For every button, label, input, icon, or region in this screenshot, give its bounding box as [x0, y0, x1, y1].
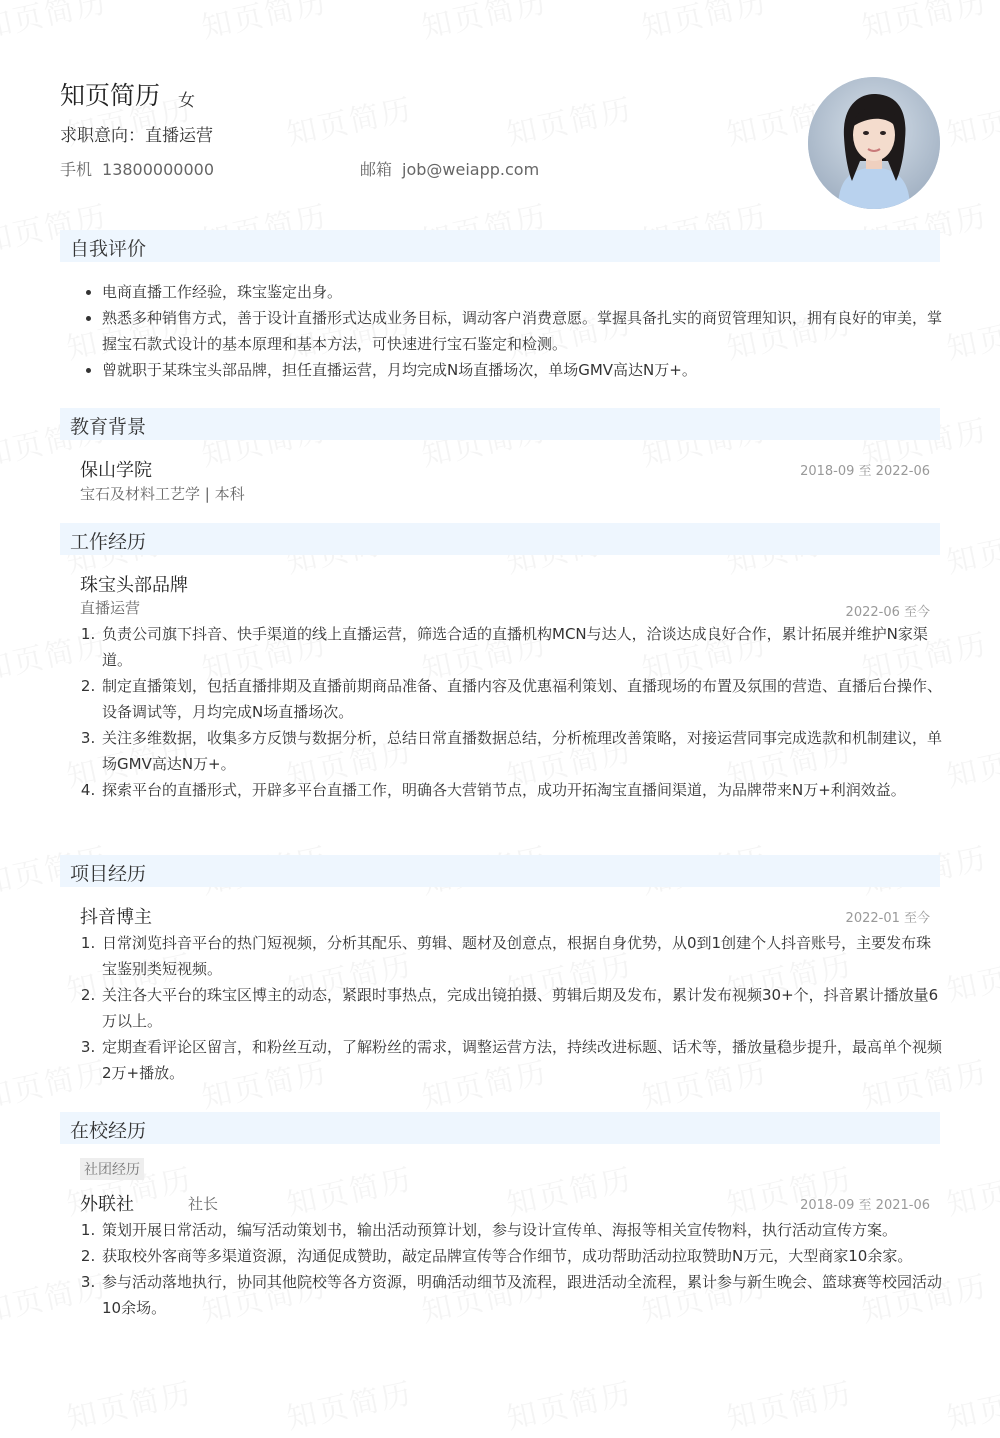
club-activities-list	[82, 1217, 945, 1321]
job-intent-label: 求职意向：	[60, 126, 145, 146]
phone-info	[60, 157, 214, 180]
club-name: 外联社	[80, 1194, 134, 1215]
candidate-gender: 女	[178, 91, 195, 111]
club-activity-item: 3. 参与活动落地执行，协同其他院校等各方资源，明确活动细节及流程，跟进活动全流程，累计参与新生晚会、篮球赛等校园活动10余场。	[100, 1269, 945, 1321]
major-degree: 宝石及材料工艺学 | 本科	[80, 485, 245, 503]
section-title: 项目经历	[70, 863, 147, 885]
job-intent-value: 直播运营	[145, 126, 213, 146]
watermark-text	[942, 298, 1000, 368]
club-role: 社长	[188, 1195, 219, 1213]
section-header-education	[60, 408, 940, 440]
section-header-self-eval	[60, 230, 940, 262]
phone-label: 手机	[60, 160, 93, 179]
self-eval-list	[84, 279, 944, 383]
self-eval-item: • 电商直播工作经验，珠宝鉴定出身。	[102, 279, 944, 305]
project-detail-item: 2. 关注各大平台的珠宝区博主的动态，紧跟时事热点，完成出镜拍摄、剪辑后期及发布，累计发布视频30+个，抖音累计播放量6万以上。	[100, 982, 945, 1034]
watermark-text	[942, 940, 1000, 1010]
watermark-text	[942, 1154, 1000, 1224]
work-duty-item: 4. 探索平台的直播形式，开辟多平台直播工作，明确各大营销节点，成功开拓淘宝直播间渠道，为品牌带来N万+利润效益。	[100, 777, 945, 803]
project-detail-item: 1. 日常浏览抖音平台的热门短视频，分析其配乐、剪辑、题材及创意点，根据自身优势，从0到1创建个人抖音账号，主要发布珠宝鉴别类短视频。	[100, 930, 945, 982]
section-header-project	[60, 855, 940, 887]
self-eval-item: • 曾就职于某珠宝头部品牌，担任直播运营，月均完成N场直播场次，单场GMV高达N万+。	[102, 357, 944, 383]
work-duty-item: 3. 关注多维数据，收集多方反馈与数据分析，总结日常直播数据总结，分析梳理改善策略，对接运营同事完成选款和机制建议，单场GMV高达N万+。	[100, 725, 945, 777]
watermark-text	[942, 512, 1000, 582]
project-details-list	[82, 930, 945, 1086]
company-name: 珠宝头部品牌	[80, 575, 188, 596]
watermark-text	[942, 726, 1000, 796]
club-date: 2018-09 至 2021-06	[800, 1198, 930, 1213]
work-date: 2022-06 至今	[845, 605, 930, 620]
project-date: 2022-01 至今	[845, 911, 930, 926]
club-activity-item: 1. 策划开展日常活动，编写活动策划书，输出活动预算计划，参与设计宣传单、海报等相关宣传物料，执行活动宣传方案。	[100, 1217, 945, 1243]
work-role: 直播运营	[80, 599, 141, 617]
email-value: job@weiapp.com	[402, 160, 540, 179]
work-duty-item: 1. 负责公司旗下抖音、快手渠道的线上直播运营，筛选合适的直播机构MCN与达人，洽谈达成良好合作，累计拓展并维护N家渠道。	[100, 621, 945, 673]
avatar	[808, 77, 940, 209]
phone-value: 13800000000	[102, 160, 214, 179]
watermark-text	[942, 1368, 1000, 1438]
section-header-campus	[60, 1112, 940, 1144]
candidate-name: 知页简历	[60, 81, 161, 110]
section-title: 工作经历	[70, 531, 147, 553]
job-intent	[60, 121, 213, 146]
email-info	[360, 157, 539, 180]
section-title: 自我评价	[70, 238, 147, 260]
project-detail-item: 3. 定期查看评论区留言，和粉丝互动，了解粉丝的需求，调整运营方法，持续改进标题、话术等，播放量稳步提升，最高单个视频2万+播放。	[100, 1034, 945, 1086]
school-name: 保山学院	[80, 460, 152, 481]
education-date: 2018-09 至 2022-06	[800, 464, 930, 479]
project-name: 抖音博主	[80, 907, 152, 928]
section-title: 教育背景	[70, 416, 147, 438]
club-activity-item: 2. 获取校外客商等多渠道资源，沟通促成赞助，敲定品牌宣传等合作细节，成功帮助活动拉取赞助N万元，大型商家10余家。	[100, 1243, 945, 1269]
self-eval-item: • 熟悉多种销售方式，善于设计直播形式达成业务目标，调动客户消费意愿。掌握具备扎实的商贸管理知识，拥有良好的审美，掌握宝石款式设计的基本原理和基本方法，可快速进行宝石鉴定和检测。	[102, 305, 944, 357]
watermark-text	[942, 84, 1000, 154]
avatar-portrait	[808, 77, 940, 209]
work-duty-item: 2. 制定直播策划，包括直播排期及直播前期商品准备、直播内容及优惠福利策划、直播现场的布置及氛围的营造、直播后台操作、设备调试等，月均完成N场直播场次。	[100, 673, 945, 725]
club-tag: 社团经历	[80, 1158, 144, 1180]
resume-page	[60, 0, 943, 1403]
section-header-work	[60, 523, 940, 555]
work-duties-list	[82, 621, 945, 803]
section-title: 在校经历	[70, 1120, 147, 1142]
email-label: 邮箱	[360, 160, 393, 179]
